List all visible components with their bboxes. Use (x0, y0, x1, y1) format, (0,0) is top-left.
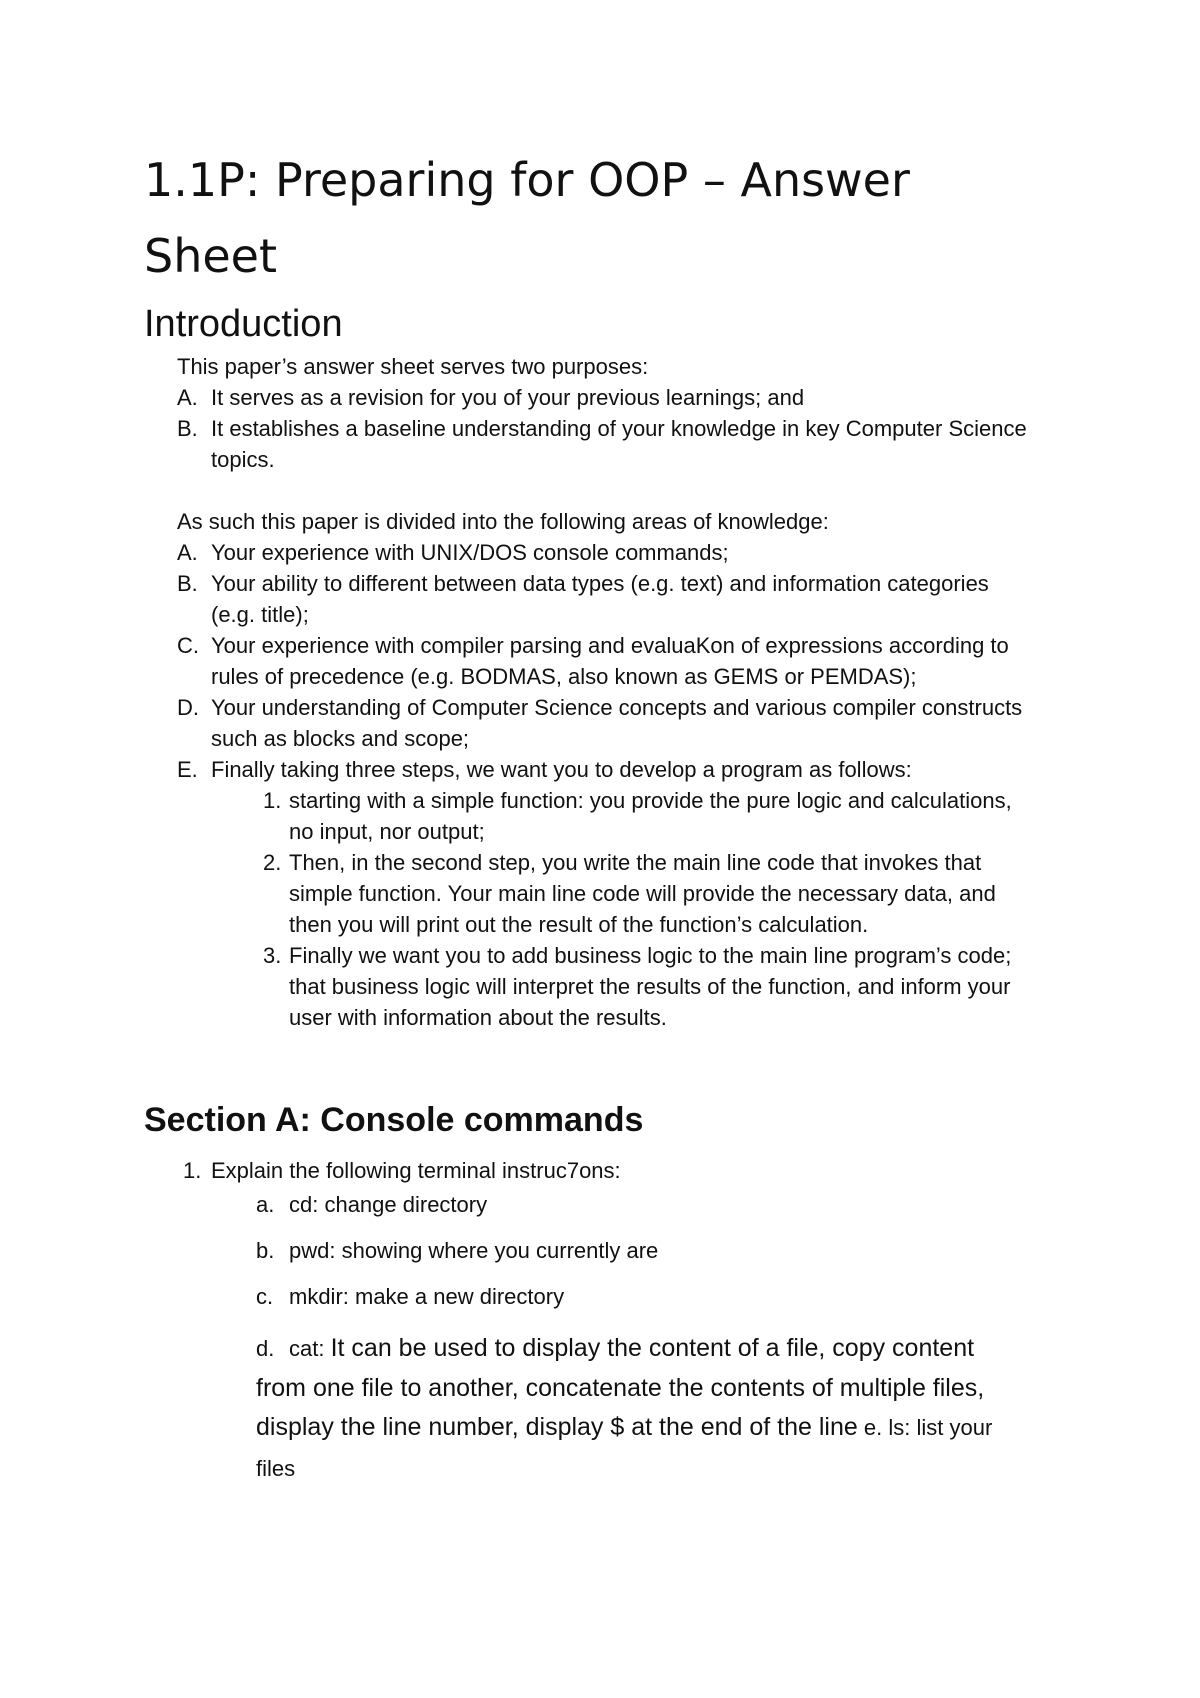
answer-e-continuation: files (256, 1456, 296, 1481)
step-2-text-3: then you will print out the result of the function’s calculation. (289, 912, 869, 937)
question-1-text: Explain the following terminal instruc7ons: (211, 1158, 621, 1183)
introduction-lead: This paper’s answer sheet serves two purposes: (177, 354, 649, 379)
answer-d-text-1: It can be used to display the content of a file, copy content (330, 1334, 975, 1362)
step-2-text-1: Then, in the second step, you write the main line code that invokes that (289, 850, 982, 875)
step-3-marker: 3. (263, 943, 282, 968)
question-1-marker: 1. (183, 1158, 202, 1183)
area-c-text-1: Your experience with compiler parsing and evaluaKon of expressions according to (211, 633, 1009, 658)
area-c-text-2: rules of precedence (e.g. BODMAS, also known as GEMS or PEMDAS); (211, 664, 917, 689)
area-e-text: Finally taking three steps, we want you to develop a program as follows: (211, 757, 912, 782)
purpose-a-text: It serves as a revision for you of your previous learnings; and (211, 385, 805, 410)
answer-d-text-3: display the line number, display $ at the end of the line (256, 1413, 858, 1441)
introduction-heading: Introduction (144, 303, 343, 345)
answer-e-inline: e. ls: list your (863, 1415, 993, 1440)
answer-d-line-2: from one file to another, concatenate the contents of multiple files, (256, 1374, 985, 1402)
section-a-heading: Section A: Console commands (144, 1101, 644, 1139)
purpose-b-text-2: topics. (211, 447, 275, 472)
step-3-text-3: user with information about the results. (289, 1005, 667, 1030)
answer-d-marker: d. (256, 1336, 275, 1361)
answer-d-line-1 (289, 1333, 974, 1363)
step-2-marker: 2. (263, 850, 282, 875)
areas-lead: As such this paper is divided into the following areas of knowledge: (177, 509, 829, 534)
answer-c-marker: c. (256, 1284, 274, 1309)
page-title-line-2: Sheet (144, 229, 277, 283)
purpose-b-text-1: It establishes a baseline understanding of your knowledge in key Computer Science (211, 416, 1027, 441)
area-a-marker: A. (177, 540, 198, 565)
step-2-text-2: simple function. Your main line code will provide the necessary data, and (289, 881, 996, 906)
area-d-marker: D. (177, 695, 199, 720)
area-c-marker: C. (177, 633, 199, 658)
area-e-marker: E. (177, 757, 198, 782)
step-1-marker: 1. (263, 788, 282, 813)
area-d-text-2: such as blocks and scope; (211, 726, 470, 751)
step-3-text-2: that business logic will interpret the results of the function, and inform your (289, 974, 1011, 999)
area-b-text-1: Your ability to different between data types (e.g. text) and information categories (211, 571, 989, 596)
answer-b-text: pwd: showing where you currently are (289, 1238, 659, 1263)
page-title-line-1: 1.1P: Preparing for OOP – Answer (144, 153, 910, 207)
area-a-text: Your experience with UNIX/DOS console commands; (211, 540, 729, 565)
answer-d-label: cat: (289, 1336, 325, 1361)
answer-a-text: cd: change directory (289, 1192, 488, 1217)
answer-a-marker: a. (256, 1192, 275, 1217)
answer-c-text: mkdir: make a new directory (289, 1284, 565, 1309)
step-3-text-1: Finally we want you to add business logic to the main line program’s code; (289, 943, 1012, 968)
purpose-a-marker: A. (177, 385, 198, 410)
step-1-text-2: no input, nor output; (289, 819, 485, 844)
step-1-text-1: starting with a simple function: you provide the pure logic and calculations, (289, 788, 1012, 813)
answer-d-line-3 (256, 1412, 992, 1442)
area-d-text-1: Your understanding of Computer Science concepts and various compiler constructs (211, 695, 1023, 720)
purpose-b-marker: B. (177, 416, 198, 441)
answer-b-marker: b. (256, 1238, 275, 1263)
area-b-marker: B. (177, 571, 198, 596)
area-b-text-2: (e.g. title); (211, 602, 309, 627)
